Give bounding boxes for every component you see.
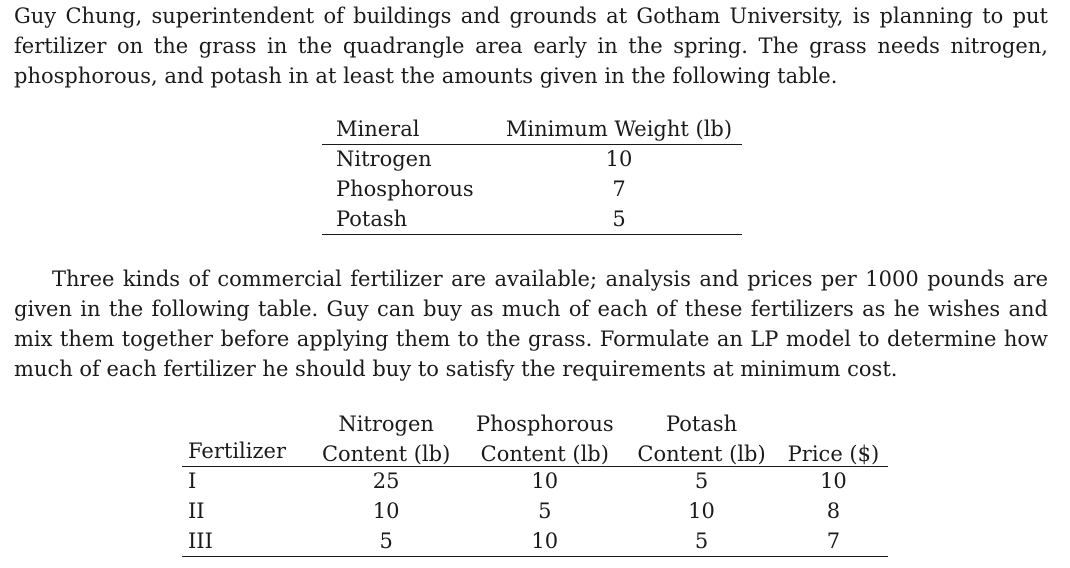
fertilizer-header-phosphorous-content: Content (lb) — [465, 436, 624, 466]
fertilizer-header-phosphorous: Phosphorous — [475, 412, 614, 436]
intro-paragraph: Guy Chung, superintendent of buildings and grounds at Gotham University, is planning to put fertilizer on the grass in the quadrangle area early in the spring. The grass needs nitrogen, phosphorous, and potash in at least the amounts given in the following table. — [14, 4, 1048, 88]
table-row — [182, 466, 888, 496]
fertilizer-name: II — [188, 499, 205, 523]
table-row — [322, 174, 742, 204]
fertilizer-header-top-empty — [182, 406, 307, 436]
phosphorous-content: 10 — [531, 528, 559, 553]
fertilizer-header-top-price-empty — [779, 406, 888, 436]
mineral-name: Potash — [336, 206, 408, 231]
mineral-name: Phosphorous — [336, 177, 474, 201]
potash-content: 5 — [694, 469, 709, 494]
mineral-min-weight: 7 — [612, 177, 626, 201]
fertilizer-table — [182, 406, 888, 557]
fertilizer-name: III — [188, 528, 213, 553]
table-row — [182, 526, 888, 556]
fertilizer-header-row-top — [182, 406, 888, 436]
table-row — [322, 204, 742, 234]
fertilizer-header-nitrogen: Nitrogen — [338, 412, 434, 436]
nitrogen-content: 10 — [372, 499, 400, 523]
fertilizer-header-fertilizer: Fertilizer — [182, 436, 307, 466]
potash-content: 10 — [688, 499, 715, 523]
minerals-header-row — [322, 114, 742, 144]
fertilizer-name: I — [188, 469, 197, 494]
fertilizer-header-potash: Potash — [665, 412, 738, 436]
fertilizer-header-price: Price ($) — [779, 436, 888, 466]
minerals-header-mineral: Mineral — [322, 114, 496, 144]
mineral-name: Nitrogen — [336, 147, 432, 172]
minerals-header-weight: Minimum Weight (lb) — [496, 114, 742, 144]
problem-paragraph: Three kinds of commercial fertilizer are available; analysis and prices per 1000 pounds are given in the following table. Guy can buy as much of each of these fertilizers as he wishes and mix them together before applying them to the grass. Formulate an LP model to determine how much of each fertilizer he should buy to satisfy the requirements at minimum cost. — [14, 267, 1048, 381]
minerals-table — [322, 114, 742, 235]
table-row — [322, 144, 742, 174]
mineral-min-weight: 10 — [605, 147, 633, 172]
fertilizer-header-nitrogen-content: Content (lb) — [307, 436, 465, 466]
potash-content: 5 — [694, 528, 709, 553]
fertilizer-header-row-bottom — [182, 436, 888, 466]
fertilizer-price: 7 — [826, 528, 841, 553]
phosphorous-content: 5 — [538, 499, 552, 523]
fertilizer-price: 10 — [820, 469, 847, 494]
fertilizer-price: 8 — [826, 499, 841, 523]
mineral-min-weight: 5 — [612, 206, 626, 231]
fertilizer-header-potash-content: Content (lb) — [624, 436, 779, 466]
table-row — [182, 496, 888, 526]
phosphorous-content: 10 — [531, 469, 559, 494]
nitrogen-content: 25 — [372, 469, 400, 494]
nitrogen-content: 5 — [379, 528, 393, 553]
